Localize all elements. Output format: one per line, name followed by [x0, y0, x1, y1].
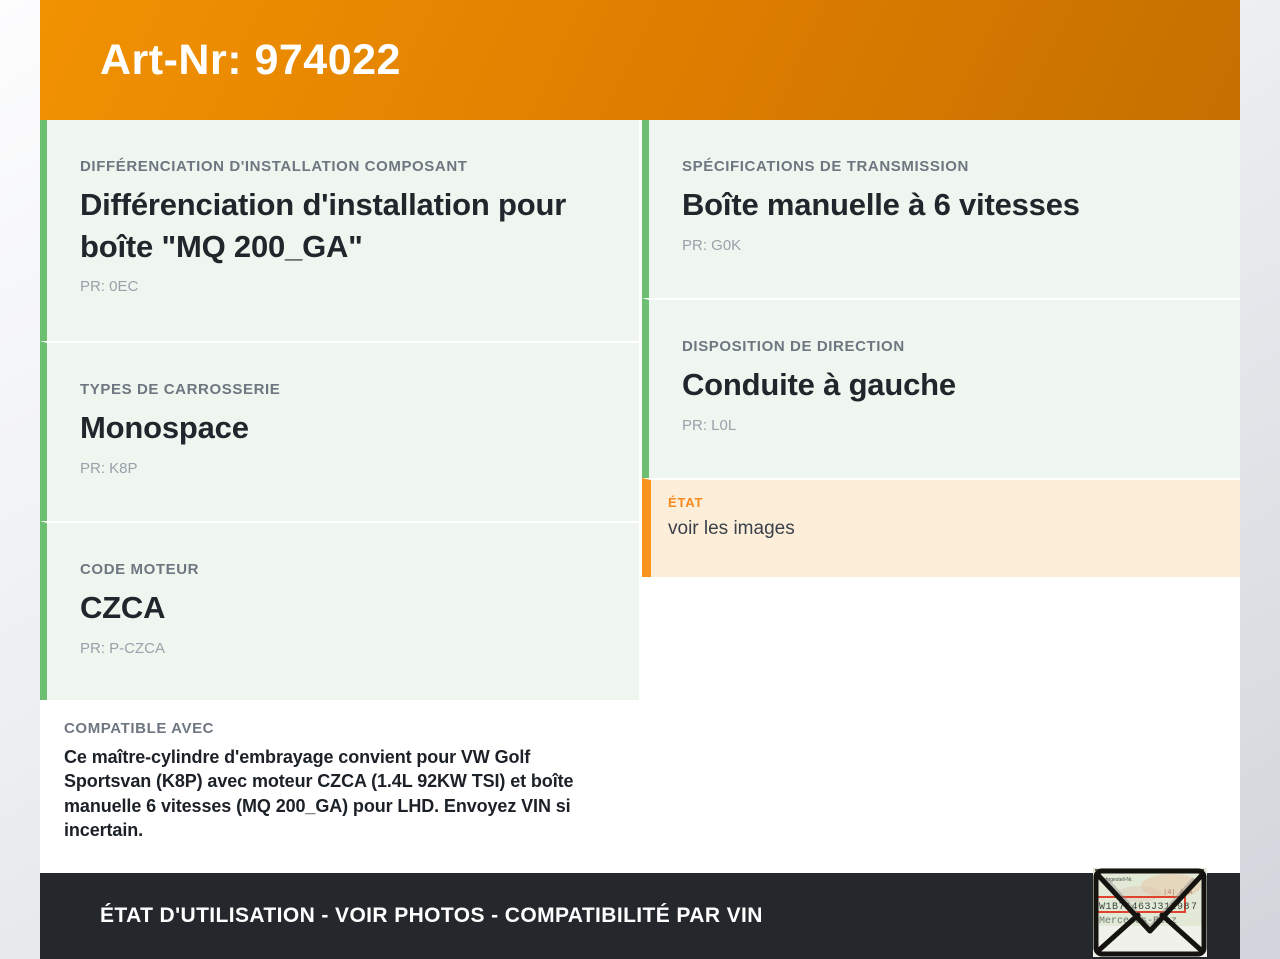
- card-transmission-specs: [642, 120, 1240, 298]
- vin-envelope-image: [1093, 868, 1207, 957]
- footer-bar: [40, 873, 1240, 959]
- card-pr-code: PR: K8P: [80, 459, 138, 477]
- card-pr-code: PR: L0L: [682, 416, 737, 434]
- card-title: Monospace: [80, 410, 249, 445]
- card-label: CODE MOTEUR: [80, 561, 200, 578]
- left-column: [40, 120, 639, 873]
- card-label: TYPES DE CARROSSERIE: [80, 381, 281, 398]
- card-label: DISPOSITION DE DIRECTION: [682, 338, 905, 355]
- condition-value: voir les images: [668, 518, 795, 539]
- card-title: Conduite à gauche: [682, 367, 956, 402]
- right-column-empty-area: [642, 577, 1240, 873]
- card-condition: [642, 478, 1240, 577]
- doc-mark-text: |4| AiA: [1163, 889, 1193, 897]
- condition-label: ÉTAT: [668, 495, 704, 510]
- card-pr-code: PR: G0K: [682, 236, 742, 254]
- spec-cards-area: [40, 120, 1240, 873]
- article-number-title: Art-Nr: 974022: [100, 35, 401, 84]
- card-pr-code: PR: P-CZCA: [80, 639, 166, 657]
- vin-text: W1B71463J31298: [1099, 902, 1191, 913]
- card-compatible-with: [40, 700, 639, 873]
- card-pr-code: PR: 0EC: [80, 278, 139, 296]
- footer-notice: ÉTAT D'UTILISATION - VOIR PHOTOS - COMPATIBILITÉ PAR VIN: [100, 904, 763, 927]
- card-title: CZCA: [80, 590, 166, 625]
- card-title: Boîte manuelle à 6 vitesses: [682, 187, 1080, 222]
- right-column: [642, 120, 1240, 873]
- card-label: DIFFÉRENCIATION D'INSTALLATION COMPOSANT: [80, 158, 468, 175]
- doc-label-text: Fahrgestell-Nr.: [1100, 877, 1133, 883]
- envelope-over-registration-icon: [1093, 868, 1207, 957]
- card-engine-code: [40, 521, 639, 700]
- card-label: COMPATIBLE AVEC: [64, 720, 215, 737]
- card-body-type: [40, 341, 639, 521]
- listing-page: [40, 0, 1240, 959]
- compatibility-description: Ce maître-cylindre d'embrayage convient pour VW Golf Sportsvan (K8P) avec moteur CZCA (1.4L 92KW TSI) et boîte manuelle 6 vitesses (MQ 200_GA) pour LHD. Envoyez VIN si incertain.: [64, 747, 574, 841]
- card-label: SPÉCIFICATIONS DE TRANSMISSION: [682, 158, 969, 175]
- brand-text: Mercedes-Benz: [1099, 916, 1178, 927]
- card-steering-layout: [642, 298, 1240, 478]
- card-title: Différenciation d'installation pour boîte "MQ 200_GA": [80, 187, 567, 264]
- card-installation-differentiation: [40, 120, 639, 341]
- header-banner: [40, 0, 1240, 120]
- vin-suffix-text: 7: [1191, 902, 1198, 913]
